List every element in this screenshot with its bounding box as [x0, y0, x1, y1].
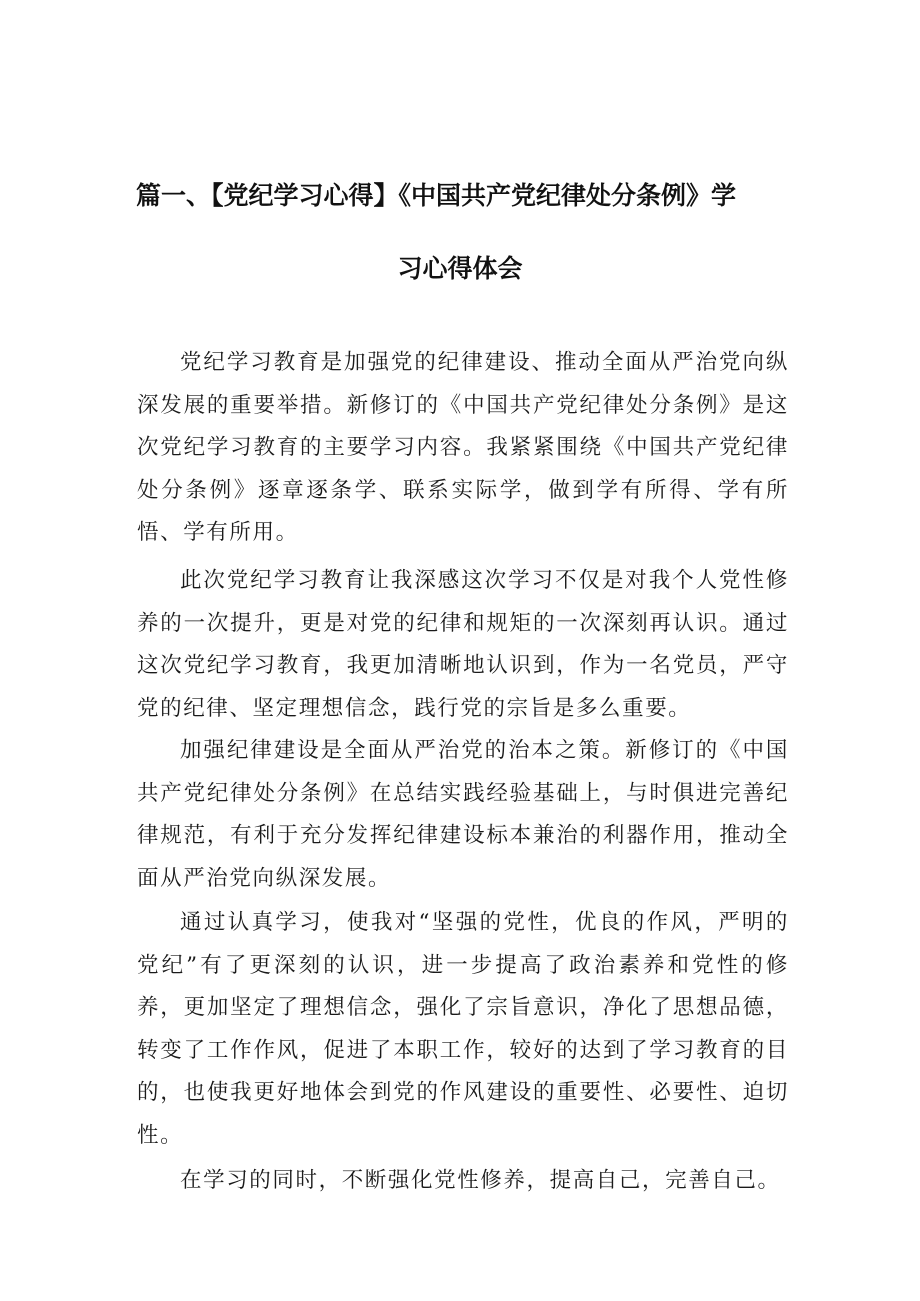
paragraph-3: 加强纪律建设是全面从严治党的治本之策。新修订的《中国共产党纪律处分条例》在总结实践经验基础上，与时俱进完善纪律规范，有利于充分发挥纪律建设标本兼治的利器作用，推动全面从严治党向纵深发展。 — [137, 738, 789, 891]
paragraph-2: 此次党纪学习教育让我深感这次学习不仅是对我个人党性修养的一次提升，更是对党的纪律和规矩的一次深刻再认识。通过这次党纪学习教育，我更加清晰地认识到，作为一名党员，严守党的纪律、坚定理想信念，践行党的宗旨是多么重要。 — [137, 568, 789, 721]
document-title-line-1: 篇一、【党纪学习心得】《中国共产党纪律处分条例》学 — [136, 181, 737, 210]
paragraph-4: 通过认真学习，使我对“坚强的党性，优良的作风，严明的党纪”有了更深刻的认识，进一步提高了政治素养和党性的修养，更加坚定了理想信念，强化了宗旨意识，净化了思想品德，转变了工作作风，促进了本职工作，较好的达到了学习教育的目的，也使我更好地体会到党的作风建设的重要性、必要性、迫切性。 — [137, 910, 789, 1148]
paragraph-5: 在学习的同时，不断强化党性修养，提高自己，完善自己。 — [180, 1168, 781, 1193]
document-title-line-2: 习心得体会 — [397, 254, 523, 283]
paragraph-1: 党纪学习教育是加强党的纪律建设、推动全面从严治党向纵深发展的重要举措。新修订的《中国共产党纪律处分条例》是这次党纪学习教育的主要学习内容。我紧紧围绕《中国共产党纪律处分条例》逐章逐条学、联系实际学，做到学有所得、学有所悟、学有所用。 — [137, 350, 789, 545]
